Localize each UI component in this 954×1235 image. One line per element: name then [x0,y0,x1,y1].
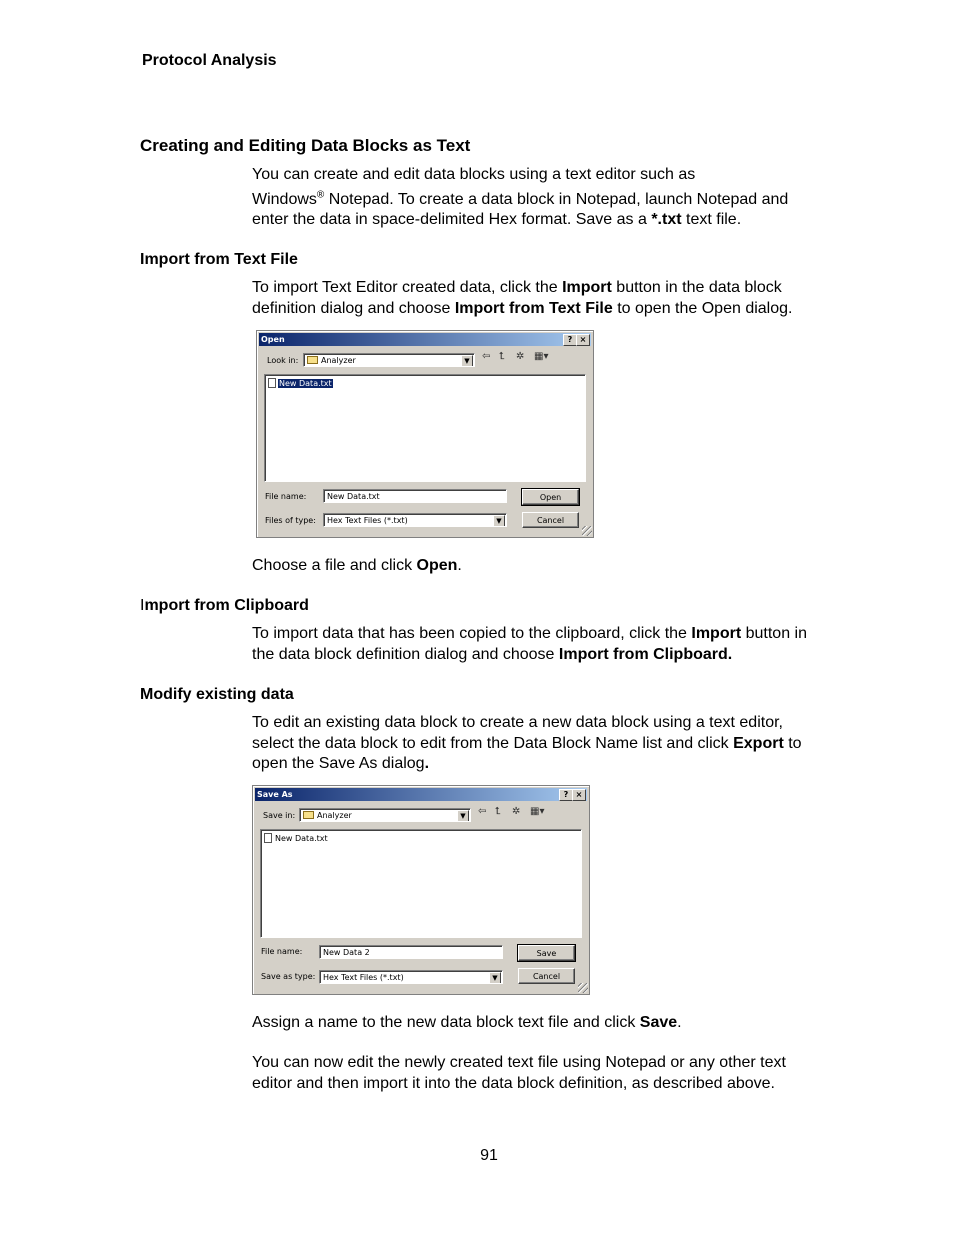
resize-grip[interactable] [578,983,588,993]
folder-icon [307,356,318,364]
save-button[interactable]: Save [518,945,575,961]
intro-line-2: Windows® Notepad. To create a data block in Notepad, launch Notepad and [252,189,789,208]
file-type-combo[interactable]: Hex Text Files (*.txt) ▼ [323,513,507,527]
chevron-down-icon[interactable]: ▼ [489,972,501,984]
intro-line-1: You can create and edit data blocks using a text editor such as [252,166,696,183]
up-folder-icon[interactable]: ⮤ [495,806,501,817]
section-title: Creating and Editing Data Blocks as Text [140,136,471,155]
heading-import-text-file: Import from Text File [140,251,298,268]
look-in-label: Look in: [267,356,299,365]
back-arrow-icon[interactable]: ⇦ [478,806,487,817]
new-folder-icon[interactable]: ✲ [516,351,525,362]
cancel-button[interactable]: Cancel [522,512,579,528]
save-in-label: Save in: [263,811,296,820]
file-list[interactable] [260,829,582,938]
list-item[interactable]: New Data.txt [264,833,329,844]
import-text-paragraph: To import Text Editor created data, click the Import button in the data block definition dialog and choose Import from Text File to open the Open dialog. [252,279,793,317]
file-name-label: File name: [265,492,307,501]
running-head: Protocol Analysis [142,52,277,69]
file-name-label: File name: [261,947,303,956]
file-name-field[interactable]: New Data 2 [319,945,503,959]
assign-name-text: Assign a name to the new data block text file and click Save. [252,1014,682,1031]
chevron-down-icon[interactable]: ▼ [493,515,505,527]
final-paragraph: You can now edit the newly created text file using Notepad or any other text editor and then import it into the data block definition, as described above. [252,1054,786,1092]
chevron-down-icon[interactable]: ▼ [457,810,469,822]
help-button[interactable]: ? [559,789,573,801]
file-list[interactable] [264,374,586,482]
list-item[interactable]: New Data.txt [268,378,333,389]
up-folder-icon[interactable]: ⮤ [499,351,505,362]
text-file-icon [268,378,276,388]
close-button[interactable]: × [576,334,590,346]
save-dialog-title: Save As [255,788,587,801]
open-dialog-title: Open [259,333,591,346]
look-in-combo[interactable]: Analyzer ▼ [303,353,475,367]
heading-import-clipboard: Import from Clipboard [140,597,309,614]
chevron-down-icon[interactable]: ▼ [461,355,473,367]
help-button[interactable]: ? [563,334,577,346]
cancel-button[interactable]: Cancel [518,968,575,984]
files-of-type-label: Files of type: [265,516,316,525]
text-file-icon [264,833,272,843]
save-as-type-label: Save as type: [261,972,316,981]
page-number: 91 [480,1147,498,1164]
save-as-dialog [252,785,590,995]
modify-paragraph: To edit an existing data block to create a new data block using a text editor, select the data block to edit from the Data Block Name list and click Export to open the Save As dialog. [252,714,802,772]
view-menu-icon[interactable]: ▦▾ [530,806,545,817]
intro-line-3: enter the data in space-delimited Hex format. Save as a *.txt text file. [252,211,742,228]
close-button[interactable]: × [572,789,586,801]
view-menu-icon[interactable]: ▦▾ [534,351,549,362]
heading-modify-existing-data: Modify existing data [140,686,294,703]
new-folder-icon[interactable]: ✲ [512,806,521,817]
file-type-combo[interactable]: Hex Text Files (*.txt) ▼ [319,970,503,984]
file-name-field[interactable]: New Data.txt [323,489,507,503]
intro-paragraph [252,165,852,231]
folder-icon [303,811,314,819]
open-dialog [256,330,594,538]
back-arrow-icon[interactable]: ⇦ [482,351,491,362]
import-clipboard-paragraph: To import data that has been copied to the clipboard, click the Import button in the data block definition dialog and choose Import from Clipboard. [252,625,807,663]
open-button[interactable]: Open [522,489,579,505]
resize-grip[interactable] [582,526,592,536]
save-in-combo[interactable]: Analyzer ▼ [299,808,471,822]
choose-file-text: Choose a file and click Open. [252,557,462,574]
